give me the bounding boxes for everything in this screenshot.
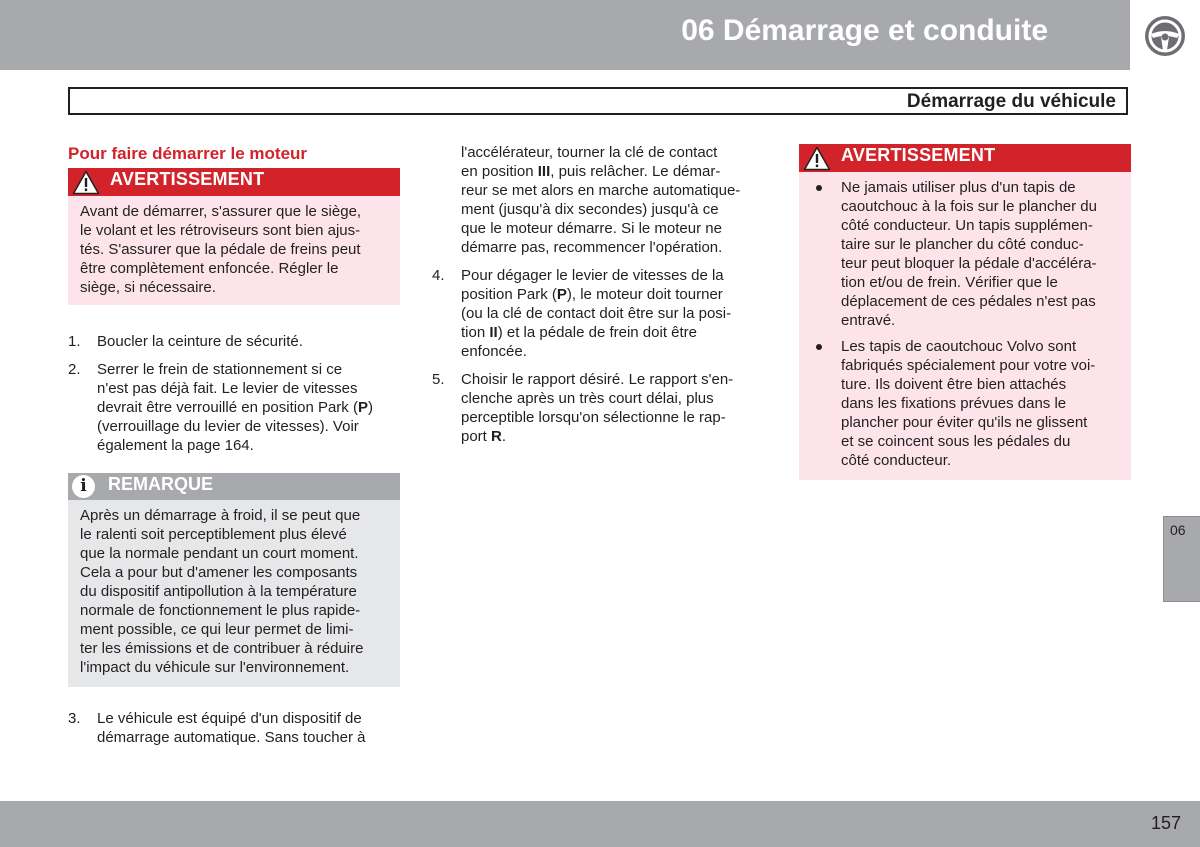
bullet-item: [813, 178, 1123, 330]
note-line: normale de fonctionnement le plus rapide-: [80, 602, 361, 619]
step-line: clenche après un très court délai, plus: [461, 390, 714, 407]
step-3: [68, 709, 400, 747]
warning-line: le volant et les rétroviseurs sont bien ajus-: [80, 222, 361, 239]
chapter-side-tab[interactable]: [1163, 516, 1200, 602]
gear-reverse-label: R: [491, 428, 502, 445]
step-line: (ou la clé de contact doit être sur la posi-: [461, 305, 732, 322]
section-bar: [68, 87, 1128, 115]
step-line: ment (jusqu'à dix secondes) jusqu'à ce: [461, 201, 719, 218]
step-1: [68, 332, 400, 351]
note-line: du dispositif antipollution à la température: [80, 583, 357, 600]
step-5: [432, 370, 772, 446]
warning-triangle-icon: [72, 170, 100, 195]
step-number: 2.: [68, 361, 81, 378]
note-header: [68, 473, 400, 500]
warning-bullets: [799, 172, 1131, 480]
note-line: le ralenti soit perceptiblement plus élevé: [80, 526, 347, 543]
warning-title: AVERTISSEMENT: [110, 169, 265, 189]
bullet-line: teur peut bloquer la pédale d'accéléra-: [841, 255, 1097, 272]
note-line: ter les émissions et de contribuer à réduire: [80, 640, 364, 657]
bullet-line: taire sur le plancher du côté conduc-: [841, 236, 1084, 253]
step-line: reur se met alors en marche automatique-: [461, 182, 741, 199]
bullet-line: Ne jamais utiliser plus d'un tapis de: [841, 179, 1076, 196]
warning-box: [799, 144, 1131, 480]
note-text: [68, 500, 400, 687]
warning-line: tés. S'assurer que la pédale de freins peut: [80, 241, 361, 258]
warning-header: [68, 168, 400, 196]
column-3: [799, 144, 1131, 480]
step-line: [461, 323, 772, 342]
step-text: en position: [461, 163, 538, 180]
step-text: devrait être verrouillé en position Park (: [97, 399, 358, 416]
bullet-line: côté conducteur. Un tapis supplémen-: [841, 217, 1093, 234]
step-line: démarrage automatique. Sans toucher à: [97, 729, 366, 746]
step-line: Le véhicule est équipé d'un dispositif de: [97, 710, 362, 727]
step-4: [432, 266, 772, 361]
step-number: 5.: [432, 371, 445, 388]
bullet-line: déplacement de ces pédales n'est pas: [841, 293, 1096, 310]
step-line: Pour dégager le levier de vitesses de la: [461, 267, 724, 284]
warning-line: siège, si nécessaire.: [80, 279, 216, 296]
bullet-line: et se coincent sous les pédales du: [841, 433, 1071, 450]
warning-line: Avant de démarrer, s'assurer que le siège,: [80, 203, 362, 220]
chapter-title: 06 Démarrage et conduite: [681, 14, 1048, 47]
step-text: .: [501, 428, 507, 445]
step-line: l'accélérateur, tourner la clé de contact: [461, 144, 718, 161]
step-number: 1.: [68, 333, 81, 350]
sub-heading: Pour faire démarrer le moteur: [68, 144, 308, 163]
step-text: ): [367, 399, 373, 416]
step-line: (verrouillage du levier de vitesses). Voir: [97, 418, 359, 435]
warning-box: [68, 168, 400, 305]
gear-park-label: P: [357, 399, 368, 416]
step-line: Serrer le frein de stationnement si ce: [97, 361, 343, 378]
step-line: [461, 162, 772, 181]
key-position-label: III: [537, 163, 551, 180]
bullet-item: [813, 337, 1123, 470]
info-circle-icon: i: [72, 475, 95, 498]
bullet-line: côté conducteur.: [841, 452, 952, 469]
step-line: Boucler la ceinture de sécurité.: [97, 333, 303, 350]
note-line: ment possible, ce qui leur permet de limi-: [80, 621, 354, 638]
bullet-line: ture. Ils doivent être bien attachés: [841, 376, 1067, 393]
note-box: [68, 473, 400, 687]
header-band: [0, 0, 1130, 70]
note-line: Après un démarrage à froid, il se peut que: [80, 507, 361, 524]
note-title: REMARQUE: [108, 474, 214, 494]
column-1: [68, 144, 400, 747]
note-line: Cela a pour but d'amener les composants: [80, 564, 358, 581]
step-line: [461, 285, 772, 304]
step-text: tion: [461, 324, 490, 341]
step-text: port: [461, 428, 492, 445]
side-tab-label: 06: [1170, 522, 1186, 538]
step-line: que le moteur démarre. Si le moteur ne: [461, 220, 722, 237]
note-line: que la normale pendant un court moment.: [80, 545, 359, 562]
gear-park-label: P: [556, 286, 567, 303]
step-text: ), le moteur doit tourner: [566, 286, 723, 303]
step-line: [97, 398, 400, 417]
step-text: , puis relâcher. Le démar-: [550, 163, 721, 180]
step-line: [461, 427, 772, 446]
chapter-icon-box: [1130, 0, 1200, 70]
key-position-label: II: [489, 324, 498, 341]
warning-header: [799, 144, 1131, 172]
bullet-line: Les tapis de caoutchouc Volvo sont: [841, 338, 1077, 355]
section-title: Démarrage du véhicule: [906, 91, 1116, 112]
step-2: [68, 360, 400, 455]
step-number: 4.: [432, 267, 445, 284]
bullet-line: caoutchouc à la fois sur le plancher du: [841, 198, 1097, 215]
page-number: 157: [1150, 813, 1181, 833]
step-line: Choisir le rapport désiré. Le rapport s'en-: [461, 371, 734, 388]
step-line: démarre pas, recommencer l'opération.: [461, 239, 723, 256]
warning-title: AVERTISSEMENT: [841, 145, 996, 165]
bullet-line: plancher pour éviter qu'ils ne glissent: [841, 414, 1088, 431]
step-line: n'est pas déjà fait. Le levier de vitesses: [97, 380, 358, 397]
warning-text: [68, 196, 400, 305]
footer-band: [0, 801, 1200, 847]
step-line: enfoncée.: [461, 343, 527, 360]
step-line: également la page 164.: [97, 437, 254, 454]
step-3-continued: [432, 143, 772, 257]
bullet-line: entravé.: [841, 312, 896, 329]
step-text: position Park (: [461, 286, 557, 303]
bullet-line: fabriqués spécialement pour votre voi-: [841, 357, 1096, 374]
bullet-line: dans les fixations prévues dans le: [841, 395, 1067, 412]
warning-triangle-icon: [803, 146, 831, 171]
column-2: [432, 143, 772, 446]
bullet-line: tion et/ou de frein. Vérifier que le: [841, 274, 1058, 291]
step-number: 3.: [68, 710, 81, 727]
warning-line: être complètement enfoncée. Régler le: [80, 260, 339, 277]
step-line: perceptible lorsqu'on sélectionne le rap-: [461, 409, 726, 426]
note-line: l'impact du véhicule sur l'environnement.: [80, 659, 350, 676]
steering-wheel-icon: [1144, 15, 1186, 57]
step-text: ) et la pédale de frein doit être: [497, 324, 697, 341]
